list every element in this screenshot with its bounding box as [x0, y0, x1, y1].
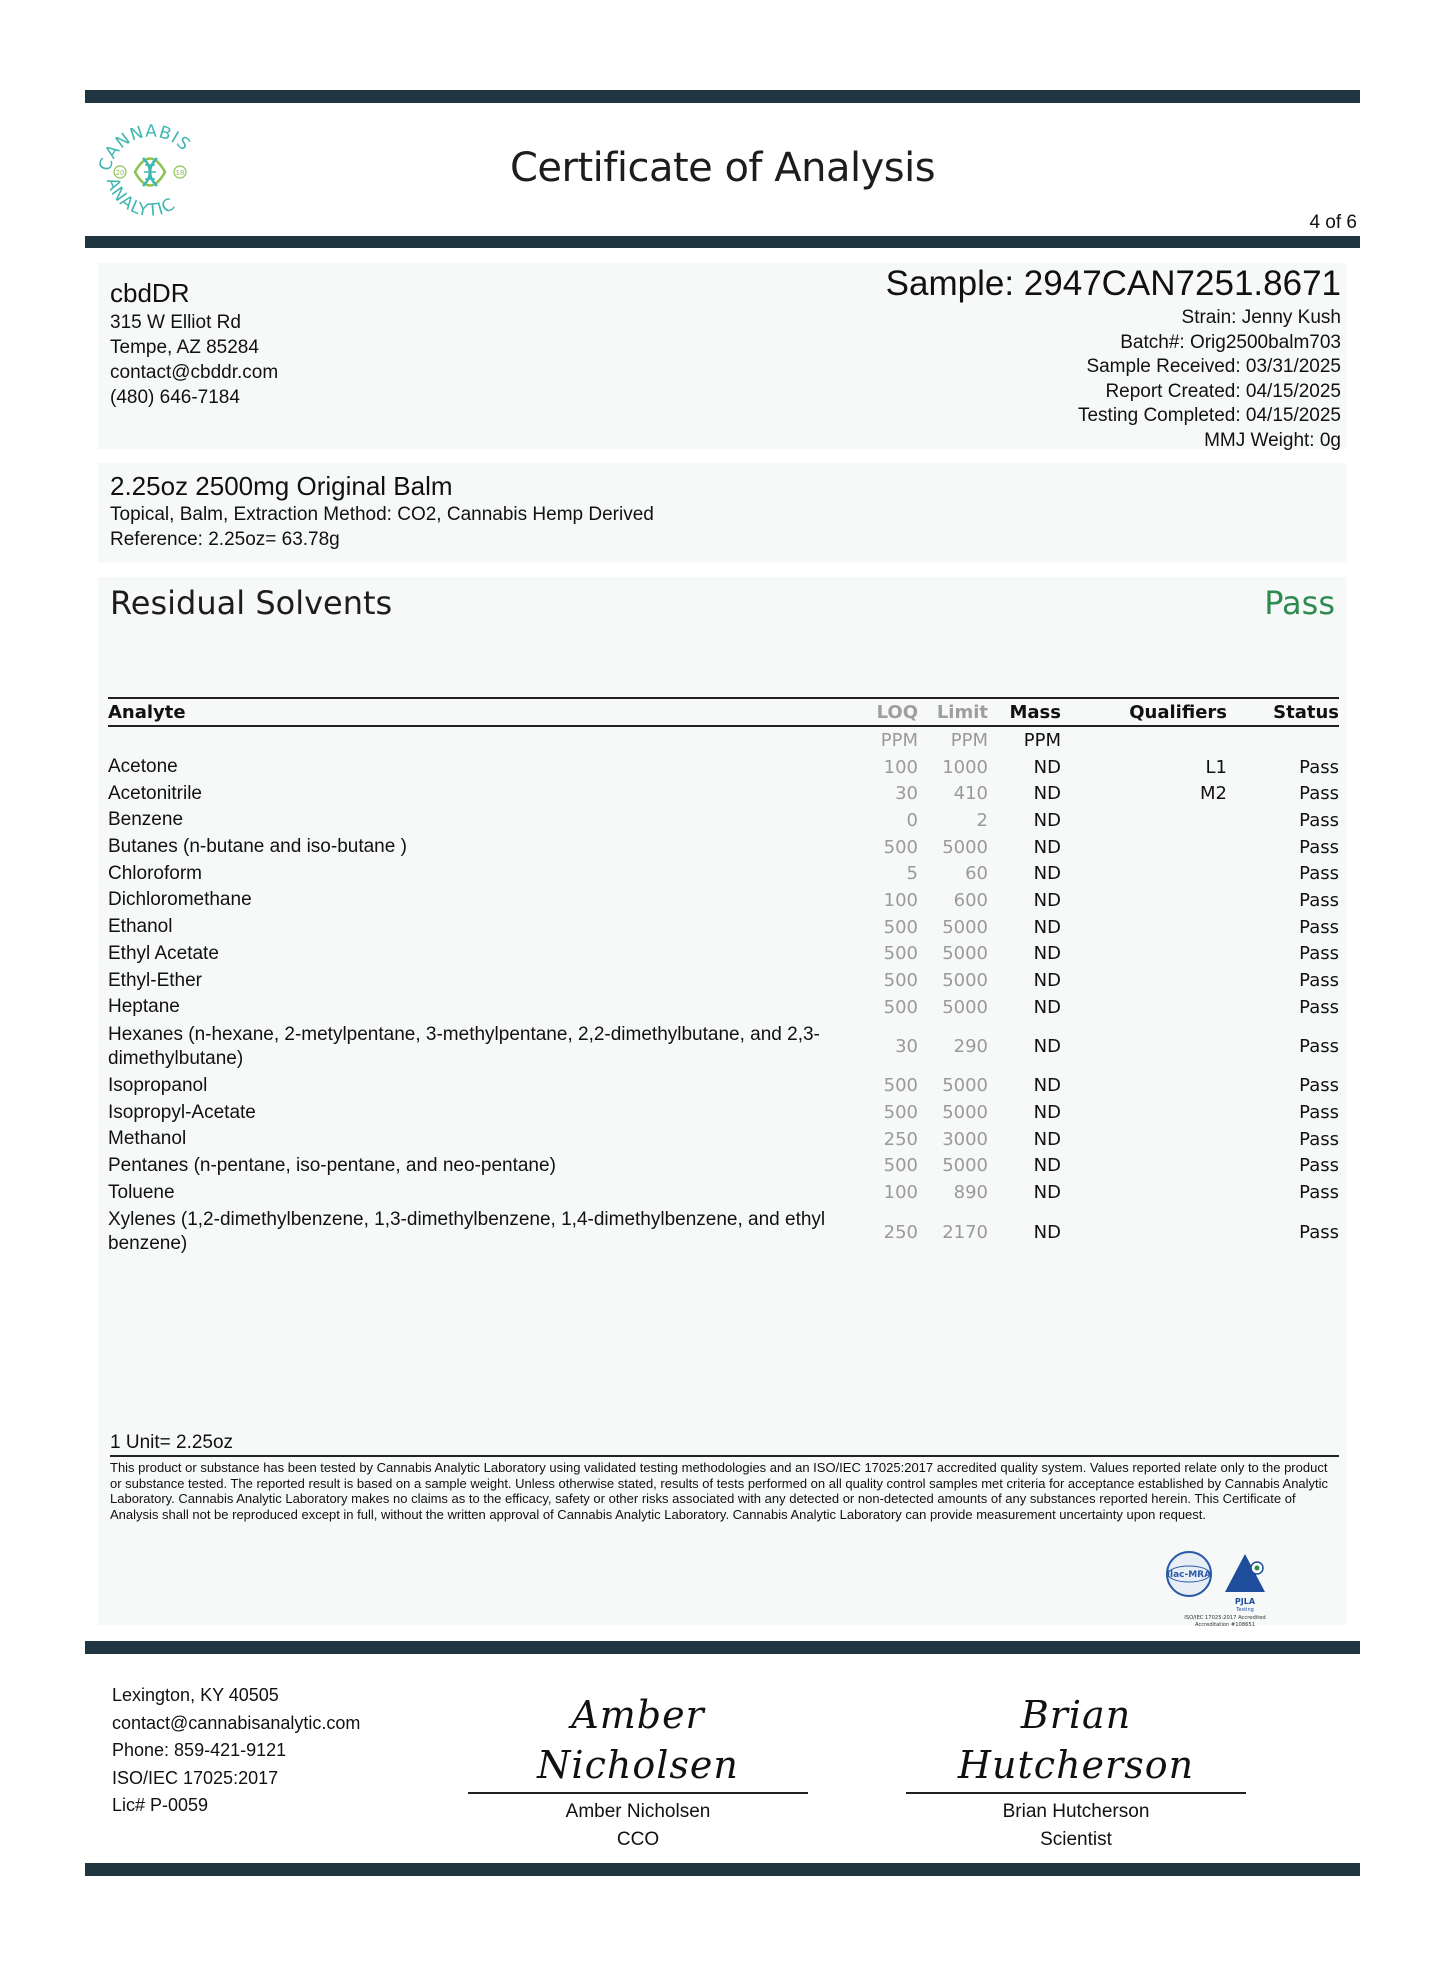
- cell-analyte: Acetone: [108, 756, 178, 778]
- product-reference: Reference: 2.25oz= 63.78g: [110, 529, 340, 550]
- cell-status: Pass: [1299, 863, 1339, 885]
- col-qualifiers: Qualifiers: [1061, 698, 1227, 726]
- pjla-icon: PJLA: [1234, 1597, 1256, 1606]
- signer-title: CCO: [616, 1829, 660, 1850]
- limit-unit: PPM: [950, 729, 988, 751]
- divider: [110, 1455, 1339, 1457]
- cell-qualifiers: [1061, 1206, 1227, 1258]
- cell-qualifiers: [1061, 860, 1227, 887]
- cell-analyte: Dichloromethane: [108, 889, 252, 911]
- table-row: [108, 994, 1339, 1021]
- pjla-sub: Testing: [1236, 1607, 1254, 1613]
- cell-qualifiers: M2: [1200, 783, 1227, 805]
- logo-year-right: 18: [175, 169, 185, 177]
- logo-year-left: 20: [115, 169, 125, 177]
- cell-loq: 250: [883, 1221, 918, 1243]
- results-table: [108, 697, 1339, 1258]
- cell-qualifiers: [1061, 1126, 1227, 1153]
- lab-info: [112, 1682, 360, 1820]
- signature-block-scientist: [906, 1690, 1246, 1854]
- col-limit: Limit: [918, 698, 988, 726]
- signature-line: [468, 1792, 808, 1794]
- cell-loq: 500: [883, 996, 918, 1018]
- logo-top-text: CANNABIS: [95, 121, 195, 174]
- testing-completed: Testing Completed: 04/15/2025: [1077, 405, 1341, 426]
- cell-loq: 100: [883, 756, 918, 778]
- signer-name: Amber Nicholsen: [565, 1801, 711, 1822]
- signer-name: Brian Hutcherson: [1002, 1801, 1150, 1822]
- cell-status: Pass: [1299, 970, 1339, 992]
- cell-loq: 500: [883, 1155, 918, 1177]
- iso-accredited-text: ISO/IEC 17025:2017 Accredited: [1184, 1615, 1266, 1621]
- client-email: contact@cbddr.com: [110, 362, 279, 383]
- cell-mass: ND: [1033, 1102, 1061, 1124]
- cell-qualifiers: [1061, 994, 1227, 1021]
- cell-limit: 5000: [942, 970, 988, 992]
- page-number: 4 of 6: [1309, 212, 1357, 233]
- cell-limit: 5000: [942, 916, 988, 938]
- cell-limit: 60: [965, 863, 988, 885]
- sample-strain: Strain: Jenny Kush: [1181, 307, 1341, 328]
- section-result: Pass: [1264, 584, 1335, 622]
- table-row: [108, 887, 1339, 914]
- table-row: [108, 860, 1339, 887]
- cell-qualifiers: [1061, 1021, 1227, 1073]
- table-row: [108, 1206, 1339, 1258]
- cell-limit: 5000: [942, 1102, 988, 1124]
- cell-limit: 2: [976, 809, 988, 831]
- cell-limit: 5000: [942, 943, 988, 965]
- cell-mass: ND: [1033, 996, 1061, 1018]
- unit-note: 1 Unit= 2.25oz: [110, 1432, 234, 1453]
- cell-limit: 5000: [942, 1155, 988, 1177]
- table-row: [108, 807, 1339, 834]
- col-mass: Mass: [988, 698, 1061, 726]
- footer-top-bar: [85, 1641, 1360, 1654]
- logo-bottom-text: ANALYTIC: [101, 175, 180, 222]
- cell-qualifiers: [1061, 1073, 1227, 1100]
- cell-limit: 5000: [942, 1075, 988, 1097]
- signature-script: Amber Nicholsen: [537, 1693, 739, 1787]
- cell-analyte: Toluene: [108, 1181, 175, 1203]
- cell-limit: 3000: [942, 1128, 988, 1150]
- header-top-bar: [85, 90, 1360, 103]
- cell-analyte: Hexanes (n-hexane, 2-metylpentane, 3-methylpentane, 2,2-dimethylbutane, and 2,3-dimethylbutane): [108, 1023, 820, 1069]
- cell-limit: 1000: [942, 756, 988, 778]
- cell-status: Pass: [1299, 1155, 1339, 1177]
- table-row: [108, 967, 1339, 994]
- cell-qualifiers: L1: [1205, 756, 1227, 778]
- cell-mass: ND: [1033, 970, 1061, 992]
- client-address1: 315 W Elliot Rd: [110, 312, 241, 333]
- table-row: [108, 780, 1339, 807]
- cell-mass: ND: [1033, 1075, 1061, 1097]
- cell-status: Pass: [1299, 916, 1339, 938]
- table-row: [108, 754, 1339, 781]
- client-phone: (480) 646-7184: [110, 387, 240, 408]
- loq-unit: PPM: [880, 729, 918, 751]
- table-row: [108, 1126, 1339, 1153]
- cell-mass: ND: [1033, 1182, 1061, 1204]
- cell-qualifiers: [1061, 834, 1227, 861]
- cell-status: Pass: [1299, 783, 1339, 805]
- cell-limit: 290: [953, 1036, 988, 1058]
- sample-id: Sample: 2947CAN7251.8671: [885, 264, 1341, 303]
- lab-license: Lic# P-0059: [112, 1795, 209, 1815]
- cell-limit: 5000: [942, 996, 988, 1018]
- cell-mass: ND: [1033, 1128, 1061, 1150]
- cell-loq: 30: [895, 783, 918, 805]
- cell-mass: ND: [1033, 916, 1061, 938]
- cell-loq: 500: [883, 1102, 918, 1124]
- cell-analyte: Butanes (n-butane and iso-butane ): [108, 836, 407, 858]
- cell-limit: 410: [953, 783, 988, 805]
- cell-limit: 5000: [942, 836, 988, 858]
- sample-batch: Batch#: Orig2500balm703: [1120, 331, 1341, 353]
- cell-qualifiers: [1061, 807, 1227, 834]
- signature-line: [906, 1792, 1246, 1794]
- table-row: [108, 1179, 1339, 1206]
- cell-status: Pass: [1299, 1182, 1339, 1204]
- col-analyte: Analyte: [108, 698, 828, 726]
- cell-status: Pass: [1299, 889, 1339, 911]
- cell-qualifiers: [1061, 1153, 1227, 1180]
- units-row: [108, 726, 1339, 754]
- cell-mass: ND: [1033, 1221, 1061, 1243]
- cell-status: Pass: [1299, 756, 1339, 778]
- cell-analyte: Pentanes (n-pentane, iso-pentane, and neo-pentane): [108, 1154, 556, 1176]
- col-status: Status: [1227, 698, 1339, 726]
- cell-mass: ND: [1033, 836, 1061, 858]
- cell-status: Pass: [1299, 1128, 1339, 1150]
- ilac-mra-icon: ilac-MRA: [1166, 1570, 1212, 1580]
- cell-loq: 100: [883, 889, 918, 911]
- cell-analyte: Isopropanol: [108, 1074, 208, 1096]
- table-row: [108, 834, 1339, 861]
- footer-bottom-bar: [85, 1863, 1360, 1876]
- table-row: [108, 1021, 1339, 1073]
- accreditation-number: Accreditation #108651: [1194, 1622, 1256, 1628]
- cell-loq: 500: [883, 970, 918, 992]
- cell-mass: ND: [1033, 863, 1061, 885]
- col-loq: LOQ: [828, 698, 918, 726]
- cell-status: Pass: [1299, 943, 1339, 965]
- cell-qualifiers: [1061, 941, 1227, 968]
- cell-mass: ND: [1033, 756, 1061, 778]
- cell-qualifiers: [1061, 1179, 1227, 1206]
- cell-mass: ND: [1033, 1036, 1061, 1058]
- cell-qualifiers: [1061, 967, 1227, 994]
- disclaimer: This product or substance has been tested by Cannabis Analytic Laboratory using validated testing methodologies and an ISO/IEC 17025:2017 accredited quality system. Values reported relate only to the product or substance tested. The reported result is based on a sample weight. Unless otherwise stated, results of tests performed on all quality control samples met criteria for acceptance established by Cannabis Analytic Laboratory. Cannabis Analytic Laboratory makes no claims as to the efficacy, safety or other risks associated with any detected or non-detected amounts of any substances reported herein. This Certificate of Analysis shall not be reproduced except in full, without the written approval of Cannabis Analytic Laboratory. Cannabis Analytic Laboratory can provide measurement uncertainty upon request.: [110, 1460, 1329, 1522]
- cell-mass: ND: [1033, 889, 1061, 911]
- table-row: [108, 1073, 1339, 1100]
- cell-qualifiers: [1061, 887, 1227, 914]
- signature-script: Brian Hutcherson: [957, 1693, 1195, 1787]
- mmj-weight: MMJ Weight: 0g: [1204, 429, 1341, 451]
- cell-loq: 100: [883, 1182, 918, 1204]
- cell-analyte: Acetonitrile: [108, 782, 202, 804]
- cell-status: Pass: [1299, 1075, 1339, 1097]
- table-row: [108, 1099, 1339, 1126]
- client-name: cbdDR: [110, 278, 190, 308]
- cell-analyte: Heptane: [108, 996, 180, 1018]
- table-header-row: [108, 698, 1339, 726]
- cell-mass: ND: [1033, 783, 1061, 805]
- cell-loq: 500: [883, 1075, 918, 1097]
- product-info: [110, 470, 654, 552]
- sample-info: [886, 262, 1341, 453]
- report-created: Report Created: 04/15/2025: [1105, 380, 1341, 402]
- accreditation-logos: [1165, 1550, 1280, 1630]
- cell-analyte: Xylenes (1,2-dimethylbenzene, 1,3-dimethylbenzene, 1,4-dimethylbenzene, and ethyl benzene): [108, 1209, 826, 1254]
- cell-status: Pass: [1299, 1102, 1339, 1124]
- cell-analyte: Isopropyl-Acetate: [108, 1101, 256, 1123]
- lab-phone: Phone: 859-421-9121: [112, 1740, 287, 1760]
- mass-unit: PPM: [1023, 729, 1061, 751]
- cell-loq: 30: [895, 1036, 918, 1058]
- header-bottom-bar: [85, 236, 1360, 248]
- cell-analyte: Ethyl Acetate: [108, 942, 219, 964]
- cell-analyte: Methanol: [108, 1128, 187, 1150]
- cell-limit: 890: [953, 1182, 988, 1204]
- lab-city: Lexington, KY 40505: [112, 1685, 279, 1705]
- cell-qualifiers: [1061, 1099, 1227, 1126]
- sample-received: Sample Received: 03/31/2025: [1086, 356, 1341, 377]
- section-title: Residual Solvents: [110, 584, 393, 622]
- cell-loq: 250: [883, 1128, 918, 1150]
- client-address2: Tempe, AZ 85284: [110, 337, 259, 358]
- table-row: [108, 1153, 1339, 1180]
- lab-email: contact@cannabisanalytic.com: [112, 1712, 361, 1733]
- cell-limit: 2170: [942, 1221, 988, 1243]
- cell-analyte: Ethanol: [108, 916, 173, 938]
- cell-loq: 500: [883, 916, 918, 938]
- signature-block-cco: [468, 1690, 808, 1854]
- cell-mass: ND: [1033, 943, 1061, 965]
- client-info: [110, 276, 278, 410]
- cell-limit: 600: [953, 889, 988, 911]
- cell-loq: 0: [906, 809, 918, 831]
- lab-iso: ISO/IEC 17025:2017: [112, 1767, 279, 1788]
- cell-loq: 500: [883, 943, 918, 965]
- cell-analyte: Ethyl-Ether: [108, 969, 202, 991]
- cell-analyte: Benzene: [108, 809, 184, 831]
- cell-mass: ND: [1033, 1155, 1061, 1177]
- product-name: 2.25oz 2500mg Original Balm: [110, 471, 453, 501]
- cell-qualifiers: [1061, 914, 1227, 941]
- product-details: Topical, Balm, Extraction Method: CO2, Cannabis Hemp Derived: [110, 504, 654, 525]
- table-row: [108, 914, 1339, 941]
- cell-loq: 5: [906, 863, 918, 885]
- cell-status: Pass: [1299, 1221, 1339, 1243]
- cell-status: Pass: [1299, 836, 1339, 858]
- signer-title: Scientist: [1040, 1829, 1112, 1850]
- cell-status: Pass: [1299, 996, 1339, 1018]
- cell-mass: ND: [1033, 809, 1061, 831]
- cell-loq: 500: [883, 836, 918, 858]
- table-row: [108, 941, 1339, 968]
- cell-status: Pass: [1299, 809, 1339, 831]
- cell-analyte: Chloroform: [108, 862, 202, 884]
- cell-status: Pass: [1299, 1036, 1339, 1058]
- page-title: Certificate of Analysis: [509, 145, 936, 191]
